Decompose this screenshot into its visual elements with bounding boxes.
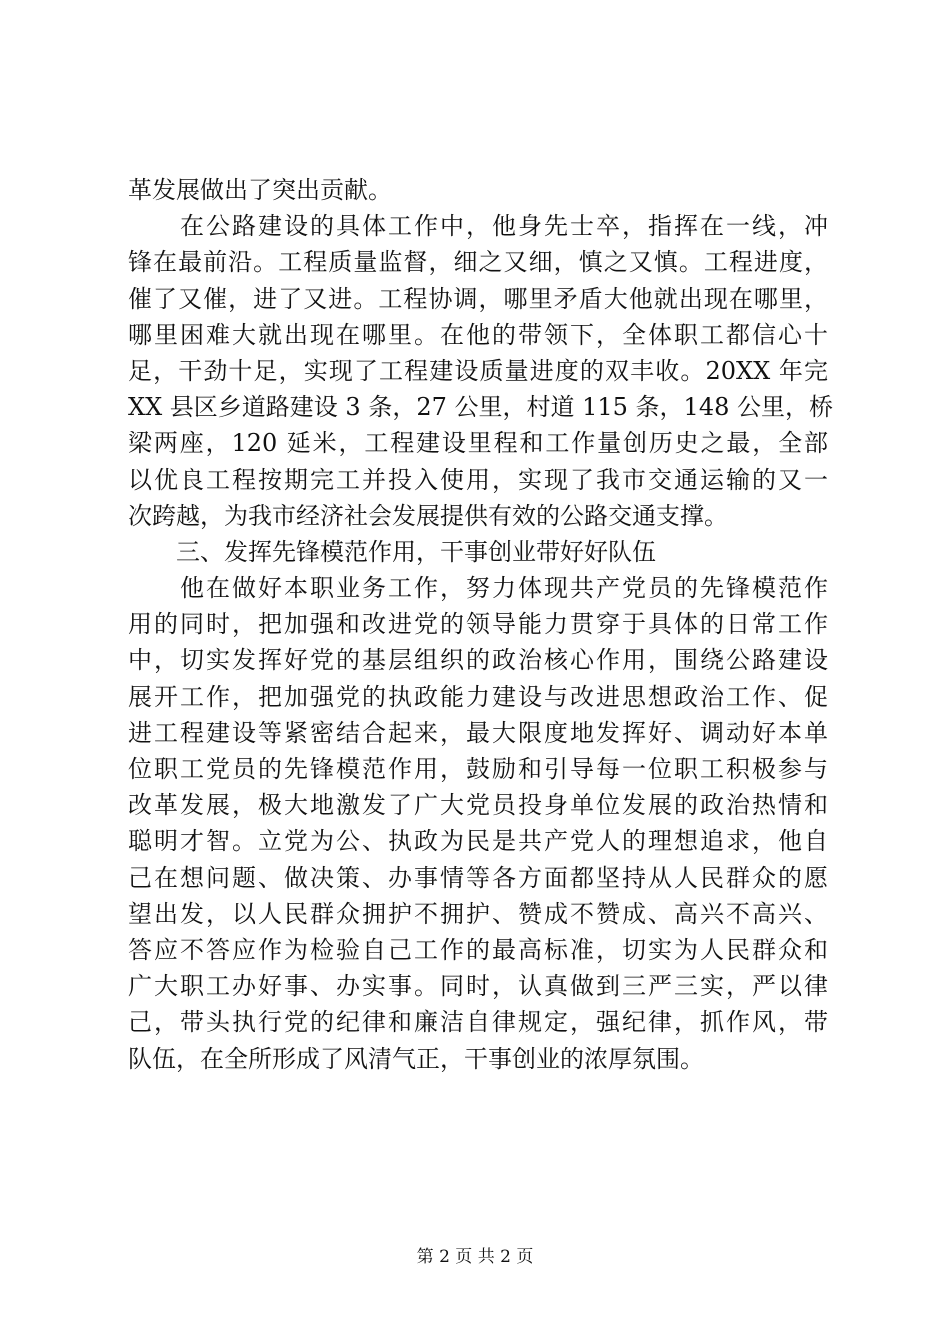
text-line: 用的同时，把加强和改进党的领导能力贯穿于具体的日常工作 — [128, 610, 828, 639]
text-line: 己在想问题、做决策、办事情等各方面都坚持从人民群众的愿 — [128, 863, 828, 892]
text-line: 次跨越，为我市经济社会发展提供有效的公路交通支撑。 — [128, 501, 728, 530]
body-text — [128, 172, 833, 1077]
text-line: 望出发，以人民群众拥护不拥护、赞成不赞成、高兴不高兴、 — [128, 899, 828, 928]
text-line: 进工程建设等紧密结合起来，最大限度地发挥好、调动好本单 — [128, 718, 828, 747]
text-line: 位职工党员的先锋模范作用，鼓励和引导每一位职工积极参与 — [128, 755, 828, 783]
text-line: 广大职工办好事、办实事。同时，认真做到三严三实，严以律 — [128, 972, 828, 1001]
text-line: 以优良工程按期完工并投入使用，实现了我市交通运输的又一 — [128, 465, 828, 494]
text-line: 改革发展，极大地激发了广大党员投身单位发展的政治热情和 — [128, 791, 828, 820]
text-line: 在公路建设的具体工作中，他身先士卒，指挥在一线，冲 — [128, 212, 828, 241]
text-line: 他在做好本职业务工作，努力体现共产党员的先锋模范作 — [128, 574, 828, 603]
text-line: XX 县区乡道路建设 3 条，27 公里，村道 115 条，148 公里，桥 — [128, 393, 833, 422]
text-line: 队伍，在全所形成了风清气正，干事创业的浓厚氛围。 — [128, 1044, 704, 1073]
text-line: 聪明才智。立党为公、执政为民是共产党人的理想追求，他自 — [128, 827, 828, 856]
text-line: 中，切实发挥好党的基层组织的政治核心作用，围绕公路建设 — [128, 646, 828, 675]
text-line: 展开工作，把加强党的执政能力建设与改进思想政治工作、促 — [128, 682, 828, 711]
text-line: 革发展做出了突出贡献。 — [128, 176, 392, 204]
text-line: 哪里困难大就出现在哪里。在他的带领下，全体职工都信心十 — [128, 320, 828, 349]
text-line: 答应不答应作为检验自己工作的最高标准，切实为人民群众和 — [128, 935, 828, 964]
text-line: 三、发挥先锋模范作用，干事创业带好好队伍 — [128, 537, 656, 566]
text-line: 己，带头执行党的纪律和廉洁自律规定，强纪律，抓作风，带 — [128, 1008, 828, 1037]
text-line: 足，干劲十足，实现了工程建设质量进度的双丰收。20XX 年完 — [128, 356, 828, 385]
page-footer: 第 2 页 共 2 页 — [416, 1247, 534, 1267]
text-line: 梁两座，120 延米，工程建设里程和工作量创历史之最，全部 — [128, 429, 828, 458]
text-line: 催了又催，进了又进。工程协调，哪里矛盾大他就出现在哪里， — [128, 284, 828, 313]
text-line: 锋在最前沿。工程质量监督，细之又细，慎之又慎。工程进度， — [128, 248, 828, 277]
